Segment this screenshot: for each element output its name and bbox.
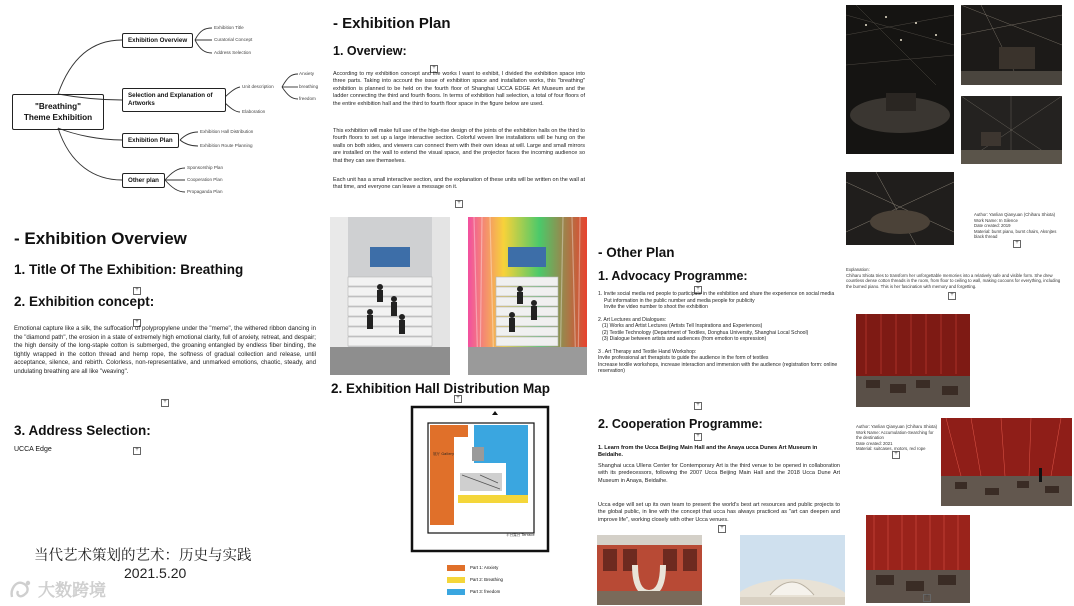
mindmap-root-line2: Theme Exhibition: [23, 113, 93, 122]
expand-icon[interactable]: +: [694, 433, 702, 441]
expand-icon[interactable]: +: [133, 447, 141, 455]
legend-label: Part 2: Breathing: [470, 577, 503, 582]
expand-icon[interactable]: +: [161, 399, 169, 407]
expand-icon[interactable]: +: [455, 200, 463, 208]
caption-line: Author: Yanlian Qianyuan (Chiharu Shiota): [974, 212, 1056, 217]
zone-anxiety: [430, 425, 454, 525]
advocacy-item: (1) Works and Artist Lectures (Artists Tell Inspirations and Experiences): [602, 323, 763, 329]
watermark-icon: [8, 577, 34, 601]
legend-item: [447, 563, 503, 572]
cooperation-p1: Shanghai ucca Ullens Center for Contemporary Art is the third venue to be opened in collaboration with its predecessors, following the 2007 Ucca Beijing Main Hall and the 2018 Ucca Dune Art Museum in Anaya, Beidaihe.: [598, 463, 840, 484]
plan-overview-p3: Each unit has a small interactive section, and the explanation of these units will be written on the wall at that time, and everyone can leave a message on it.: [333, 177, 585, 191]
plan-overview-heading: 1. Overview:: [333, 44, 407, 58]
plan-title: - Exhibition Plan: [333, 15, 451, 32]
cooperation-subheading: 1. Learn from the Ucca Beijing Main Hall and the Anaya ucca Dunes Art Museum in Beidaihe.: [598, 445, 818, 459]
mindmap-node-plan[interactable]: Exhibition Plan: [122, 133, 179, 148]
cooperation-heading: 2. Cooperation Programme:: [598, 417, 763, 431]
advocacy-item: (2) Textile Technology (Department of Textiles, Donghua University, Shanghai Local School): [602, 329, 809, 336]
mindmap-node-overview[interactable]: Exhibition Overview: [122, 33, 193, 48]
artwork-photo-chairs: [961, 96, 1062, 164]
mindmap-root-line1: "Breathing": [35, 102, 81, 111]
expand-icon[interactable]: +: [454, 395, 462, 403]
dune-museum-photo: [740, 535, 845, 605]
legend-item: [447, 575, 503, 584]
expand-icon[interactable]: +: [430, 65, 438, 73]
artwork-photo-piano-threads-art: [846, 5, 954, 154]
floor-map-stair: [472, 447, 484, 461]
artwork-explanation: [846, 267, 1062, 289]
artwork-photo-red-suitcases: [856, 314, 970, 407]
cooperation-p2: Ucca edge will set up its own team to present the world's best art resources and public projects to the global public, in line with the concept that ucca has always practiced as "art can deepen and improve life", working closely with other Ucca venues.: [598, 502, 840, 523]
artwork-photo-red-installation-art: [866, 515, 970, 603]
mindmap-leaf: freedom: [299, 96, 316, 101]
map-legend: [447, 563, 503, 596]
advocacy-list: [598, 291, 838, 375]
mindmap-leaf: Cooperation Plan: [187, 177, 223, 182]
mindmap-leaf: Exhibition Route Planning: [200, 143, 253, 148]
legend-item: [447, 587, 503, 596]
advocacy-item: 3 . Art Therapy and Textile Hand Workshop:: [598, 348, 697, 355]
legend-swatch: [447, 577, 465, 583]
stair-photo-white-art: [330, 217, 450, 375]
other-title: - Other Plan: [598, 245, 675, 260]
overview-title-heading: 1. Title Of The Exhibition: Breathing: [14, 262, 244, 277]
artwork-caption-1: [974, 212, 1062, 240]
expand-icon[interactable]: +: [923, 594, 931, 602]
dune-museum-art: [740, 535, 845, 605]
expand-icon[interactable]: +: [892, 451, 900, 459]
mindmap-leaf: Elaboration: [242, 109, 266, 114]
ucca-building-photo: [597, 535, 702, 605]
caption-line: Material: suitcases, motors, red rope: [856, 446, 926, 452]
mindmap-leaf: Address Selection: [214, 50, 252, 55]
map-label-gallery: 展厅 Gallery: [433, 452, 455, 456]
artwork-photo-cocoon-art: [846, 172, 954, 245]
ucca-building-art: [597, 535, 702, 605]
caption-line: Date created: 2021: [856, 440, 893, 446]
stair-photo-white: [330, 217, 450, 375]
concept-text: Emotional capture like a silk, the suffocation of polypropylene under the "meme", the withered ribbon dancing in the "diamond path", the erosion in a state of extremely high emotional clarity, full of anxiety, retreat, and despair; the high density of the long-staple cotton is submerged, the groaning entangled by endless fiber binding, the tightly wrapped in the cotton thread and hemp rope, the softness of gradual collection and release, until acceptance, silence, and rebirth. Colorless, non-representative, and unmarked emotions, chaotic, steady, and undulating breathing are all like "weaving".: [14, 325, 316, 375]
mindmap-leaf: Exhibition Title: [214, 25, 244, 30]
artwork-photo-red-suitcases-art: [856, 314, 970, 407]
expand-icon[interactable]: +: [1013, 240, 1021, 248]
advocacy-item: (3) Dialogue between artists and audiences (from emotion to expression): [602, 336, 767, 342]
overview-title: - Exhibition Overview: [14, 229, 187, 248]
footer-date: 2021.5.20: [124, 565, 187, 581]
artwork-caption-2: [856, 424, 940, 452]
expand-icon[interactable]: +: [948, 292, 956, 300]
artwork-photo-cocoon: [846, 172, 954, 245]
legend-swatch: [447, 589, 465, 595]
advocacy-item: Increase textile workshops, increase interaction and immersion with the audience (registration form: online reservation): [598, 361, 838, 374]
mindmap-node-other[interactable]: Other plan: [122, 173, 165, 188]
artwork-photo-burnt-piano-art: [961, 5, 1062, 85]
caption-line: Work Name: Accumulation-Searching for the destination: [856, 429, 934, 441]
legend-swatch: [447, 565, 465, 571]
caption-line: Author: Yanlian Qianyuan (Chiharu Shiota): [856, 424, 938, 429]
expand-icon[interactable]: +: [694, 402, 702, 410]
address-value: UCCA Edge: [14, 446, 52, 453]
floor-map: [410, 405, 550, 555]
mindmap-node-artworks[interactable]: Selection and Explanation of Artworks: [122, 88, 226, 112]
address-heading: 3. Address Selection:: [14, 423, 151, 438]
concept-heading: 2. Exhibition concept:: [14, 294, 155, 309]
artwork-photo-red-installation: [866, 515, 970, 603]
expand-icon[interactable]: +: [718, 525, 726, 533]
legend-label: Part 3: freedom: [470, 589, 501, 594]
mindmap-leaf: Unit description: [242, 84, 274, 89]
footer-course-title: 当代艺术策划的艺术：历史与实践: [34, 548, 252, 564]
mindmap-root[interactable]: [12, 94, 104, 130]
mindmap-leaf: Curatorial Concept: [214, 37, 253, 42]
watermark-logo: [8, 576, 106, 601]
artwork-photo-burnt-piano: [961, 5, 1062, 85]
caption-line: Work Name: In Silence: [974, 217, 1018, 223]
explanation-text: Chiharu Shiota tries to transform her unforgettable memories into a relatively safe and visible form. She drew countless dense cotton threads in the room, from floor to ceiling to wall, making cocoons for everything, including the burned piano. This is her fascination with memory and forgetting.: [846, 272, 1061, 289]
mindmap-leaf: Propaganda Plan: [187, 189, 223, 194]
advocacy-heading: 1. Advocacy Programme:: [598, 269, 748, 283]
caption-line: Date created: 2019: [974, 223, 1011, 229]
plan-overview-p2: This exhibition will make full use of the high-rise design of the joints of the exhibition halls on the third to fourth floors to set up a large interactive section. Colorful woven line installations will be hung on the walls on both sides, and viewers can connect them with their own ideas at will. Large and small mirrors are installed on the wall to extend the visual space, and the projector faces the incoming audience so that they can see themselves.: [333, 128, 585, 164]
advocacy-item: 1. Invite social media red people to participate in the exhibition and share the experience on social media: [598, 291, 835, 297]
artwork-photo-red-hall-art: [941, 418, 1072, 506]
mindmap-leaf: Anxiety: [299, 71, 315, 76]
advocacy-item: Put information in the public number and media people for publicity: [604, 297, 755, 304]
expand-icon[interactable]: +: [133, 287, 141, 295]
watermark-text: 大数跨境: [38, 581, 106, 600]
expand-icon[interactable]: +: [133, 319, 141, 327]
advocacy-item: Invite professional art therapists to guide the audience in the form of textiles: [598, 355, 769, 361]
expand-icon[interactable]: +: [694, 286, 702, 294]
artwork-photo-piano-threads: [846, 5, 954, 154]
explanation-label: Explanation:: [846, 267, 870, 272]
caption-line: Material: burnt piano, burnt chairs, Aksnjtes black thread: [974, 228, 1057, 240]
advocacy-item: 2. Art Lectures and Dialogues:: [598, 316, 667, 323]
map-heading: 2. Exhibition Hall Distribution Map: [331, 381, 551, 396]
map-label-terrace: 平台露台 Terrace: [506, 533, 535, 537]
stair-photo-colorful: [468, 217, 587, 375]
advocacy-item: Invite the video number to shoot the exhibition: [604, 304, 708, 310]
artwork-photo-chairs-art: [961, 96, 1062, 164]
legend-label: Part 1: Anxiety: [470, 565, 499, 570]
artwork-photo-red-hall: [941, 418, 1072, 506]
zone-breathing: [458, 495, 528, 503]
mindmap-leaf: Exhibition Hall Distribution: [200, 129, 254, 134]
zone-anxiety-2: [454, 425, 468, 437]
plan-overview-p1: According to my exhibition concept and the works I want to exhibit, I divided the exhibition space into three parts. Taking into account the issue of exhibition space and installation works, this "breathing" exhibition is planned to be held on the fourth floor of Shanghai UCCA EDGE Art Museum and the ladder connecting the third and fourth floors. In terms of exhibition hall selection, a total of four floors of the entire exhibition hall and the third to fourth floor space in the figure below are used.: [333, 71, 585, 107]
mindmap-leaf: Sponsorship Plan: [187, 165, 224, 170]
stair-photo-colorful-art: [468, 217, 587, 375]
mindmap-leaf: breathing: [299, 84, 319, 89]
